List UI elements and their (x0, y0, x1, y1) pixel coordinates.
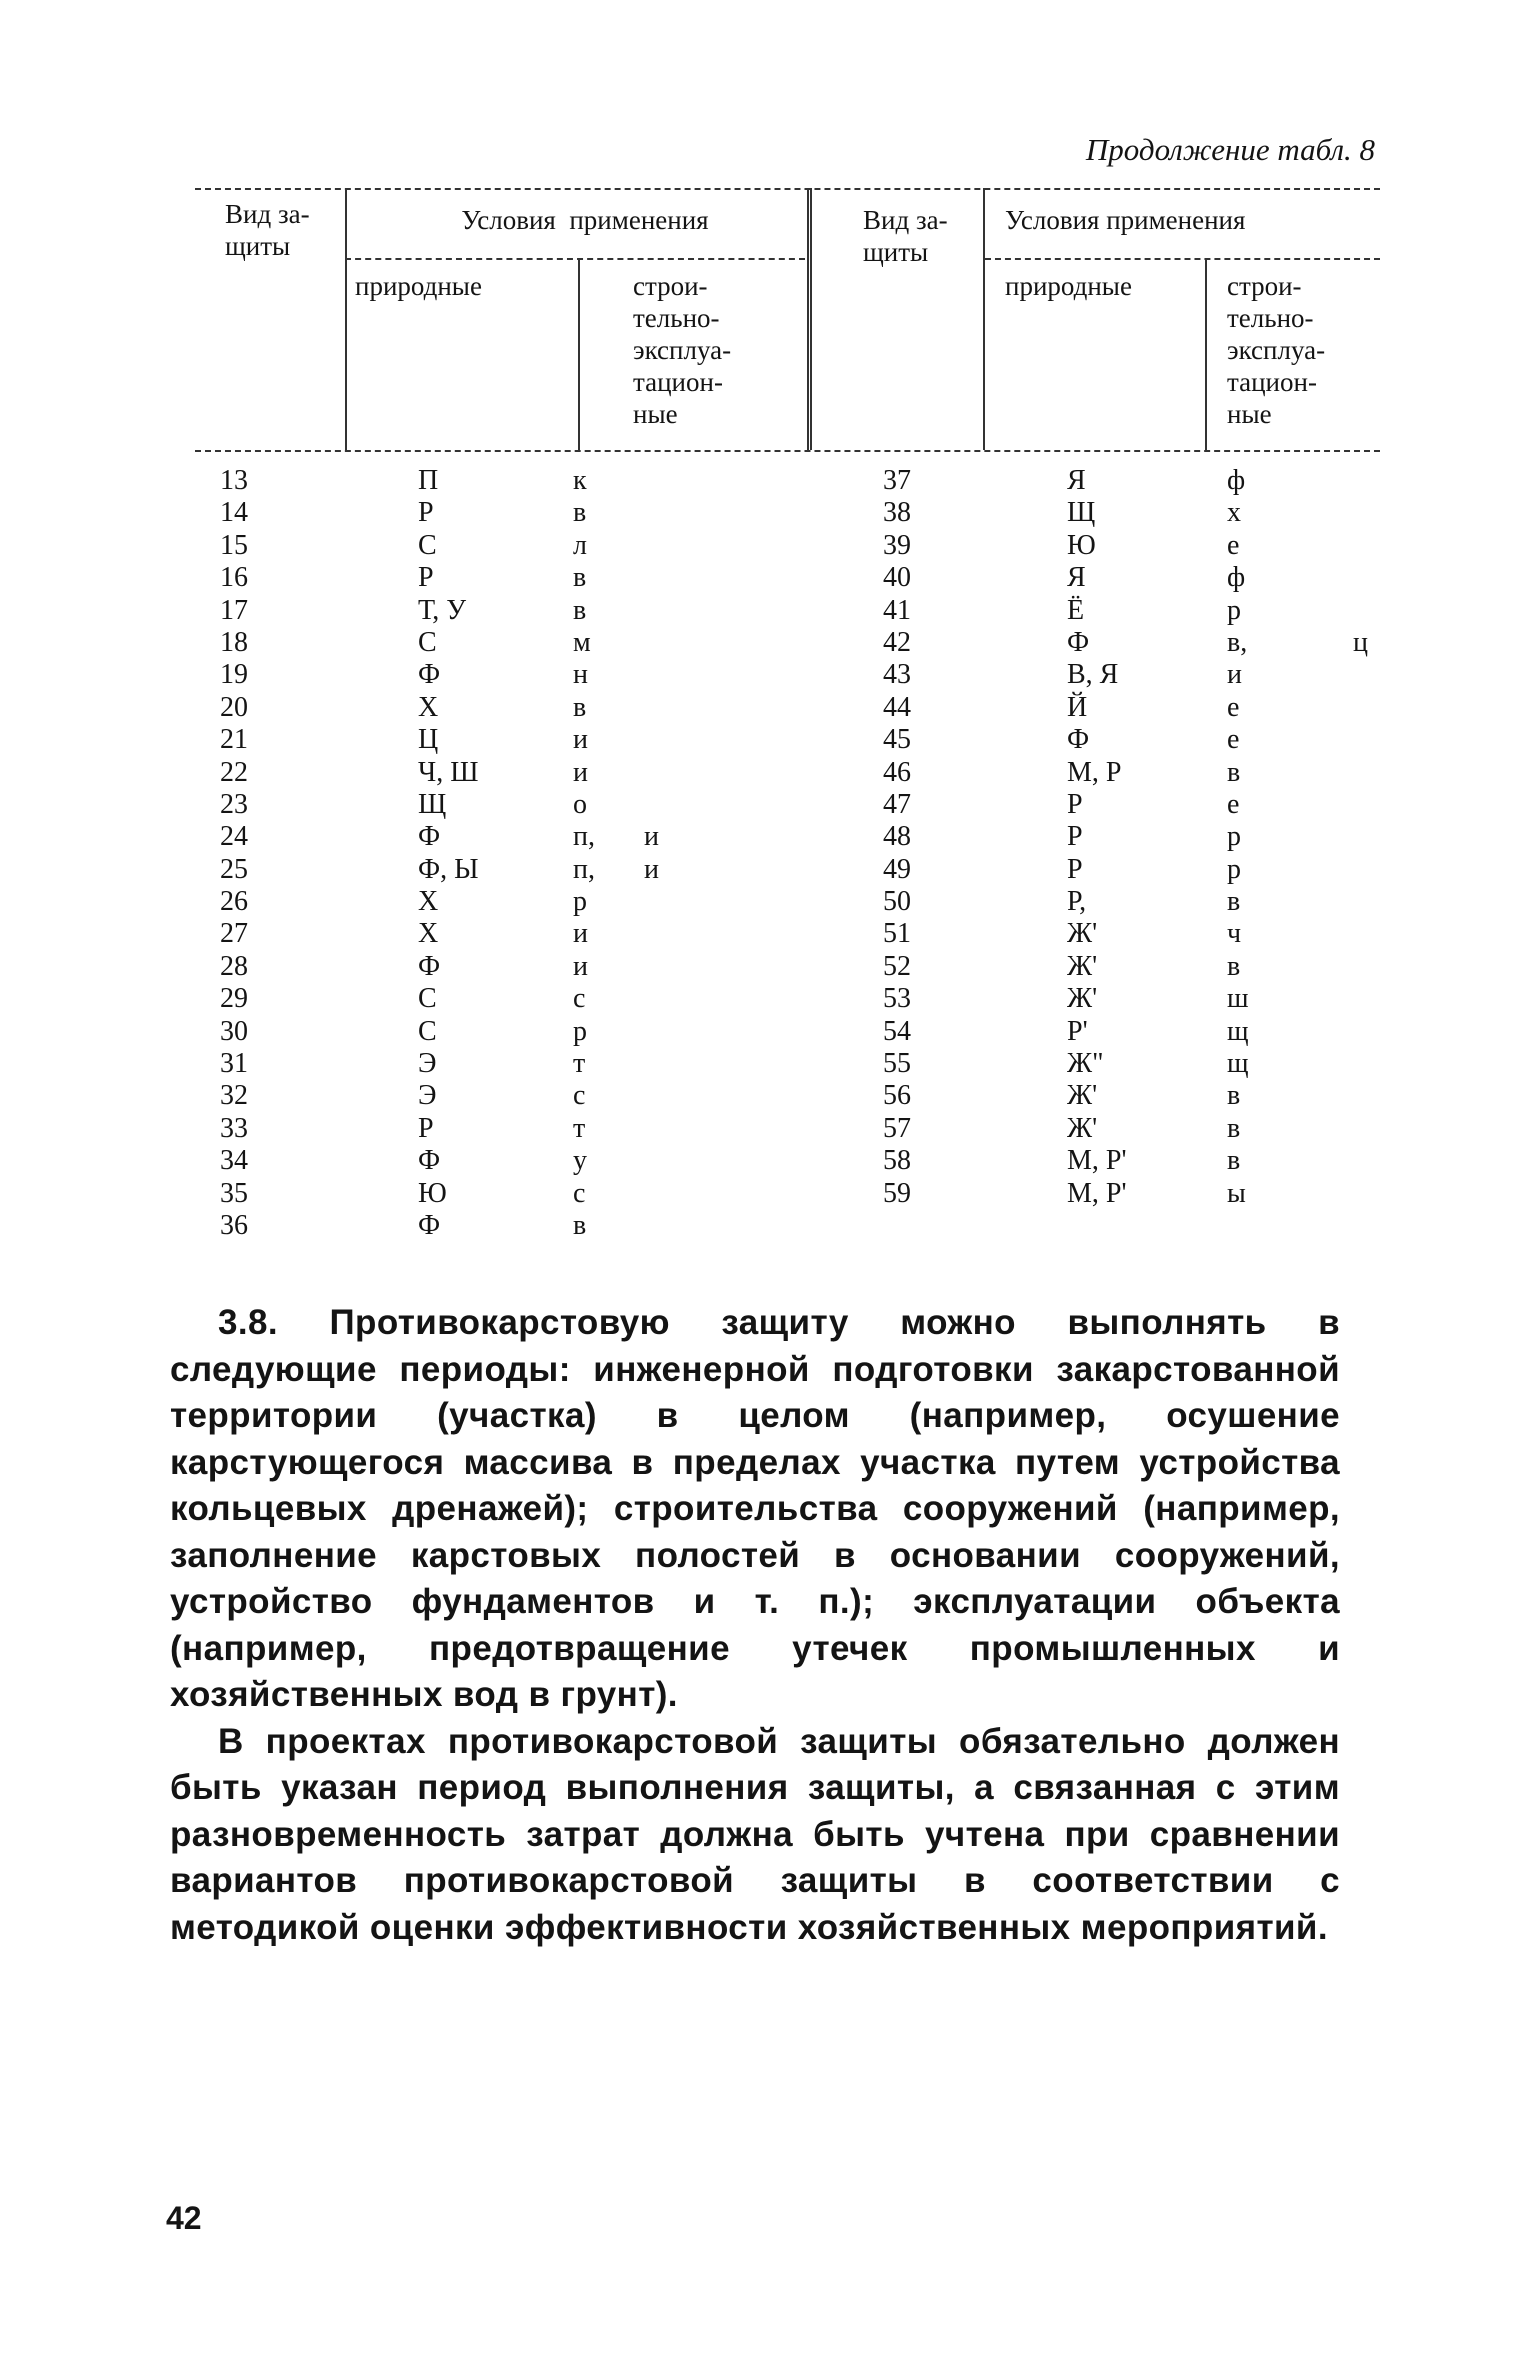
table-cell: Ф (418, 821, 441, 853)
table-cell: 51 (883, 918, 911, 950)
table-cell: 24 (220, 821, 248, 853)
table-cell: Ф (418, 950, 441, 982)
table-cell: Р (418, 497, 434, 529)
table-cell: 42 (883, 626, 911, 658)
table-cell: Ж' (1067, 1080, 1098, 1112)
table-cell: р (1227, 853, 1241, 885)
table-cell: с (573, 1177, 586, 1209)
table-cell: щ (1227, 1048, 1249, 1080)
table-cell: 15 (220, 529, 248, 561)
right-number-column (883, 465, 911, 1210)
table-cell: С (418, 983, 437, 1015)
left-conditions-divider (578, 258, 580, 450)
table-cell: ф (1227, 465, 1246, 496)
table-cell: 58 (883, 1145, 911, 1177)
table-cell: х (1227, 497, 1241, 529)
table-cell: Ф (1067, 724, 1090, 756)
table-cell: С (418, 529, 437, 561)
table-cell: п, и (573, 853, 659, 885)
table-cell: в (573, 691, 587, 723)
table-cell: ш (1227, 983, 1249, 1015)
table-cell: 40 (883, 562, 911, 594)
table-cell: и (573, 724, 588, 756)
right-type-header: Вид за- щиты (863, 205, 948, 267)
table-caption: Продолжение табл. 8 (1085, 132, 1375, 167)
table-cell: в (1227, 886, 1241, 918)
table-cell: е (1227, 788, 1240, 820)
table-cell: Ф (418, 1209, 441, 1241)
table-cell: Я (1067, 465, 1086, 496)
table-cell: 54 (883, 1015, 911, 1047)
table-cell: Ф (1067, 626, 1090, 658)
table-cell: 57 (883, 1112, 911, 1144)
table-cell: 52 (883, 950, 911, 982)
table-cell: Р, (1067, 886, 1087, 918)
right-construction-column (1227, 465, 1249, 1210)
table-cell: 36 (220, 1209, 248, 1241)
table-cell: и (573, 756, 588, 788)
table-cell: и (573, 950, 588, 982)
table-cell: р (1227, 594, 1241, 626)
table-cell: Ё (1067, 594, 1085, 626)
right-natural-column (1067, 465, 1127, 1210)
table-cell: Ч, Ш (418, 756, 479, 788)
table-cell: Ю (1067, 529, 1096, 561)
table-cell: С (418, 1015, 437, 1047)
table-cell: Р (1067, 821, 1083, 853)
table-cell: Ж' (1067, 950, 1098, 982)
table-cell: 46 (883, 756, 911, 788)
table-cell: Ж' (1067, 983, 1098, 1015)
left-number-column (220, 465, 248, 1242)
table-cell: 50 (883, 886, 911, 918)
table-cell: е (1227, 724, 1240, 756)
table-cell: 56 (883, 1080, 911, 1112)
table-cell: в (1227, 1145, 1241, 1177)
table-cell: п, и (573, 821, 659, 853)
table-cell: Р (418, 1112, 434, 1144)
table-cell: 26 (220, 886, 248, 918)
table-cell: 39 (883, 529, 911, 561)
table-cell: 59 (883, 1177, 911, 1209)
continuation-table (195, 182, 1380, 1262)
table-cell: в (573, 562, 587, 594)
table-cell: 18 (220, 626, 248, 658)
table-cell: с (573, 983, 586, 1015)
table-cell: 28 (220, 950, 248, 982)
table-cell: Р (418, 562, 434, 594)
left-natural-header: природные (355, 271, 482, 301)
left-natural-column (418, 465, 479, 1242)
table-cell: Ю (418, 1177, 447, 1209)
table-cell: 29 (220, 983, 248, 1015)
table-cell: т (573, 1048, 586, 1080)
table-cell: 37 (883, 465, 911, 496)
paragraph-3-8: 3.8. Противокарстовую защиту можно выполнять в следующие периоды: инженерной подготовки закарстованной территории (участка) в целом (например, осушение карстующегося массива в пределах участка путем устройства кольцевых дренажей); строительства сооружений (например, заполнение карстовых полостей в основании сооружений, устройство фундаментов и т. п.); эксплуатации объекта (например, предотвращение утечек промышленных и хозяйственных вод в грунт). (170, 1303, 1340, 1714)
table-top-rule (195, 188, 1380, 190)
table-cell: 44 (883, 691, 911, 723)
table-cell: Я (1067, 562, 1086, 594)
table-cell: 33 (220, 1112, 248, 1144)
right-type-divider (983, 188, 985, 450)
table-cell: М, Р' (1067, 1145, 1127, 1177)
table-cell: в (573, 594, 587, 626)
table-cell: П (418, 465, 439, 496)
table-cell: о (573, 788, 587, 820)
table-cell: 32 (220, 1080, 248, 1112)
table-cell: 55 (883, 1048, 911, 1080)
table-cell: 31 (220, 1048, 248, 1080)
table-cell: 47 (883, 788, 911, 820)
table-cell: в (573, 497, 587, 529)
table-cell: Х (418, 691, 439, 723)
table-cell: С (418, 626, 437, 658)
table-cell: Щ (1067, 497, 1096, 529)
table-cell: 21 (220, 724, 248, 756)
table-cell: ы (1227, 1177, 1246, 1209)
table-cell: Ц (418, 724, 439, 756)
right-construction-header: строи- тельно- эксплуа- тацион- ные (1227, 271, 1326, 429)
table-cell: ф (1227, 562, 1246, 594)
stray-letter: ц (1353, 627, 1368, 658)
table-cell: 14 (220, 497, 248, 529)
left-construction-header: строи- тельно- эксплуа- тацион- ные (633, 271, 732, 429)
table-cell: р (573, 886, 587, 918)
table-cell: в (1227, 1080, 1241, 1112)
table-cell: 38 (883, 497, 911, 529)
right-conditions-header: Условия применения (1005, 205, 1246, 235)
left-type-divider (345, 188, 347, 450)
table-cell: 41 (883, 594, 911, 626)
right-conditions-divider (1205, 258, 1207, 450)
table-cell: 27 (220, 918, 248, 950)
table-cell: Р (1067, 853, 1083, 885)
table-cell: Ж' (1067, 1112, 1098, 1144)
paragraph-projects: В проектах противокарстовой защиты обязательно должен быть указан период выполнения защиты, а связанная с этим разновременность затрат должна быть учтена при сравнении вариантов противокарстовой защиты в соответствии с методикой оценки эффективности хозяйственных мероприятий. (170, 1721, 1340, 1947)
table-cell: в (1227, 756, 1241, 788)
left-subheader-rule (345, 258, 805, 260)
table-cell: р (1227, 821, 1241, 853)
table-cell: т (573, 1112, 586, 1144)
table-cell: 53 (883, 983, 911, 1015)
table-cell: 19 (220, 659, 248, 691)
table-cell: е (1227, 529, 1240, 561)
page-number: 42 (166, 2200, 202, 2236)
table-cell: у (573, 1145, 587, 1177)
table-cell: Ф, Ы (418, 853, 479, 885)
table-cell: м (573, 626, 591, 658)
table-cell: и (1227, 659, 1242, 691)
center-double-divider (807, 188, 812, 450)
table-cell: Э (418, 1048, 437, 1080)
table-cell: Т, У (418, 594, 467, 626)
table-cell: 34 (220, 1145, 248, 1177)
table-cell: 43 (883, 659, 911, 691)
table-cell: М, Р (1067, 756, 1122, 788)
table-cell: Х (418, 886, 439, 918)
table-cell: л (573, 529, 587, 561)
table-cell: ч (1227, 918, 1242, 950)
right-subheader-rule (985, 258, 1380, 260)
table-cell: н (573, 659, 588, 691)
table-cell: Щ (418, 788, 447, 820)
table-cell: р (573, 1015, 587, 1047)
table-cell: в, (1227, 626, 1248, 658)
table-cell: в (1227, 950, 1241, 982)
right-natural-header: природные (1005, 271, 1132, 301)
table-cell: щ (1227, 1015, 1249, 1047)
table-cell: 45 (883, 724, 911, 756)
table-cell: 23 (220, 788, 248, 820)
table-cell: 13 (220, 465, 248, 496)
table-cell: Ф (418, 659, 441, 691)
table-cell: Ж' (1067, 918, 1098, 950)
table-cell: к (573, 465, 587, 496)
table-cell: Э (418, 1080, 437, 1112)
table-cell: 20 (220, 691, 248, 723)
table-cell: Ф (418, 1145, 441, 1177)
table-cell: в (573, 1209, 587, 1241)
table-cell: е (1227, 691, 1240, 723)
left-construction-column (573, 465, 659, 1242)
table-cell: 49 (883, 853, 911, 885)
table-cell: М, Р' (1067, 1177, 1127, 1209)
table-cell: Ж" (1067, 1048, 1104, 1080)
table-cell: 30 (220, 1015, 248, 1047)
table-header-bottom-rule (195, 450, 1380, 452)
table-cell: Х (418, 918, 439, 950)
table-cell: Й (1067, 691, 1088, 723)
table-cell: 35 (220, 1177, 248, 1209)
table-cell: Р' (1067, 1015, 1088, 1047)
table-cell: 17 (220, 594, 248, 626)
left-conditions-header: Условия применения (461, 205, 709, 235)
table-cell: с (573, 1080, 586, 1112)
table-cell: В, Я (1067, 659, 1119, 691)
table-cell: 16 (220, 562, 248, 594)
left-type-header: Вид за- щиты (225, 199, 310, 261)
table-cell: и (573, 918, 588, 950)
table-cell: в (1227, 1112, 1241, 1144)
table-cell: 48 (883, 821, 911, 853)
table-cell: 25 (220, 853, 248, 885)
table-cell: 22 (220, 756, 248, 788)
table-cell: Р (1067, 788, 1083, 820)
body-text (170, 1300, 1340, 1951)
